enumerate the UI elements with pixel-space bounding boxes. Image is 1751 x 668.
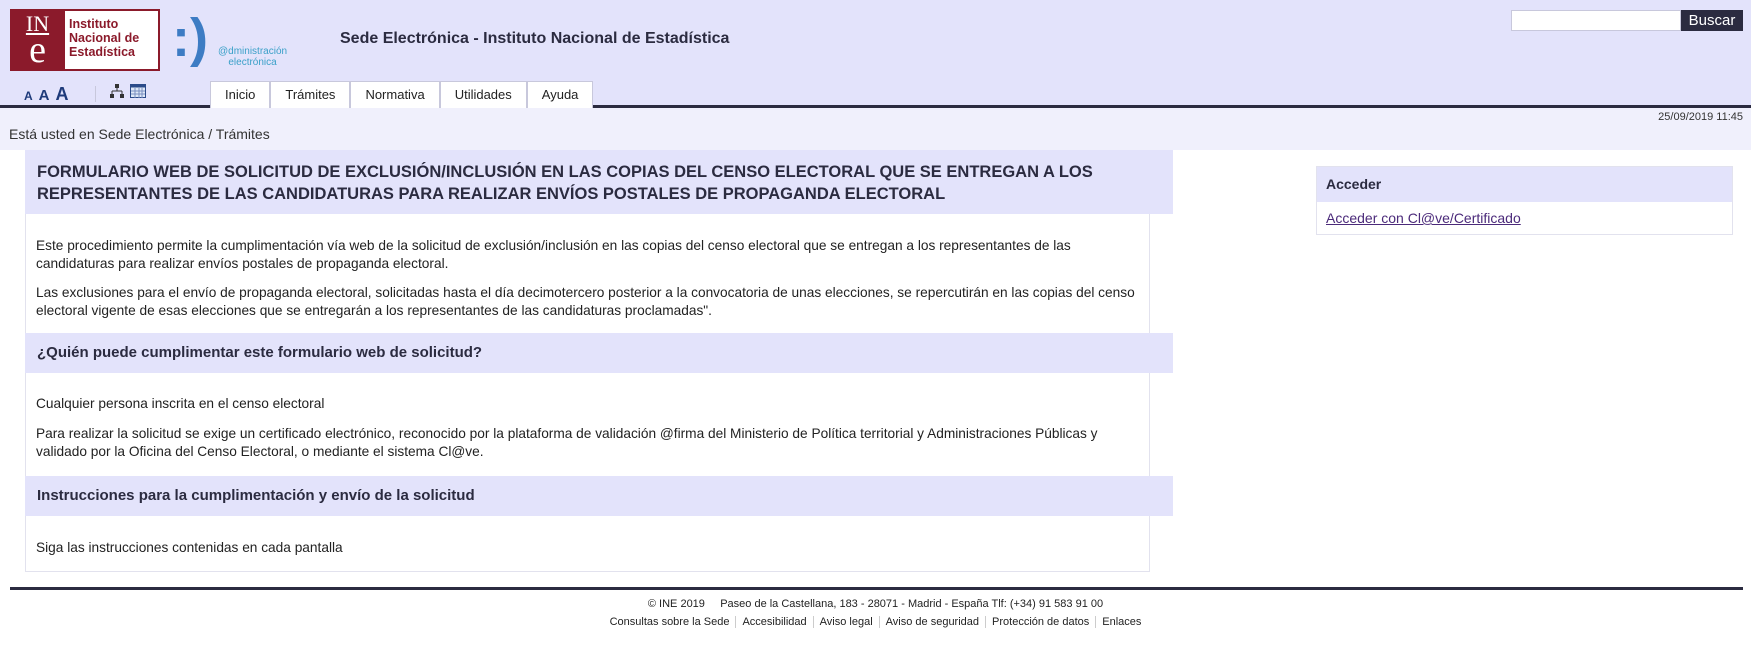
sitemap-icon[interactable] — [110, 84, 124, 98]
footer-divider — [10, 587, 1743, 590]
logo-text: Estadística — [69, 45, 136, 59]
administracion-electronica-logo[interactable] — [168, 8, 298, 72]
ine-logo[interactable] — [10, 9, 160, 71]
smiley-icon: :) — [172, 8, 208, 68]
access-panel-title: Acceder — [1317, 167, 1732, 202]
main-nav — [210, 81, 593, 108]
section-paragraph: Cualquier persona inscrita en el censo electoral — [36, 396, 325, 411]
footer-links — [0, 616, 1751, 628]
footer-link-aviso-legal[interactable]: Aviso legal — [813, 616, 879, 628]
site-title: Sede Electrónica - Instituto Nacional de Estadística — [340, 30, 730, 47]
breadcrumb-item[interactable]: Trámites — [215, 126, 270, 142]
font-size-small-button[interactable]: A — [24, 89, 33, 103]
tab-tramites[interactable]: Trámites — [270, 81, 350, 108]
access-panel — [1316, 166, 1733, 235]
tab-ayuda[interactable]: Ayuda — [527, 81, 594, 108]
footer-link-aviso-seguridad[interactable]: Aviso de seguridad — [879, 616, 985, 628]
footer-info — [0, 598, 1751, 610]
search-input[interactable] — [1511, 10, 1681, 31]
page-title: FORMULARIO WEB DE SOLICITUD DE EXCLUSIÓN/INCLUSIÓN EN LAS COPIAS DEL CENSO ELECTORAL QUE SE ENTREGAN A LOS REPRESENTANTES DE LAS CANDIDATURAS PARA REALIZAR ENVÍOS POSTALES DE PROPAGANDA ELECTORAL — [25, 150, 1173, 214]
ine-logo-mark: IN e — [25, 11, 50, 71]
breadcrumb-item[interactable]: Sede Electrónica — [98, 126, 205, 142]
footer-link-accesibilidad[interactable]: Accesibilidad — [735, 616, 812, 628]
logo-text: Instituto — [69, 17, 119, 31]
section-paragraph: Para realizar la solicitud se exige un certificado electrónico, reconocido por la plataforma de validación @firma del Ministerio de Política territorial y Administraciones Públicas y validado por la Oficina del Censo Electoral, o mediante el sistema Cl@ve. — [36, 426, 1098, 459]
clave-certificate-login-link[interactable]: Acceder con Cl@ve/Certificado — [1326, 210, 1521, 226]
breadcrumb: Está usted en Sede Electrónica / Trámites — [9, 126, 270, 142]
search-button[interactable]: Buscar — [1681, 10, 1743, 31]
header — [0, 0, 1751, 108]
intro-paragraph: Las exclusiones para el envío de propaganda electoral, solicitadas hasta el día decimotercero posterior a la convocatoria de unas elecciones, se repercutirán en las copias del censo electoral vigente de esas elecciones que se entregarán a los representantes de las candidaturas proclamadas". — [36, 285, 1135, 318]
tab-normativa[interactable]: Normativa — [350, 81, 439, 108]
section-paragraph: Siga las instrucciones contenidas en cada pantalla — [36, 540, 343, 555]
logo-text: electrónica — [228, 57, 277, 68]
section-heading: Instrucciones para la cumplimentación y envío de la solicitud — [25, 476, 1173, 516]
current-date: 25/09/2019 11:45 — [1658, 111, 1743, 123]
tab-inicio[interactable]: Inicio — [210, 81, 270, 108]
logo-text: Nacional de — [69, 31, 140, 45]
logo-text: @dministración — [218, 46, 288, 57]
intro-paragraph: Este procedimiento permite la cumplimentación vía web de la solicitud de exclusión/inclusión en las copias del censo electoral que se entregan a los representantes de las candidaturas para realizar envíos postales de propaganda electoral. — [36, 238, 1071, 271]
footer-link-proteccion-datos[interactable]: Protección de datos — [985, 616, 1095, 628]
address: Paseo de la Castellana, 183 - 28071 - Madrid - España Tlf: (+34) 91 583 91 00 — [720, 598, 1104, 610]
font-size-controls — [24, 84, 75, 105]
divider — [95, 86, 96, 102]
copyright: © INE 2019 — [647, 598, 705, 610]
tab-utilidades[interactable]: Utilidades — [440, 81, 527, 108]
font-size-large-button[interactable]: A — [55, 84, 69, 104]
footer-link-enlaces[interactable]: Enlaces — [1095, 616, 1147, 628]
font-size-medium-button[interactable]: A — [38, 87, 50, 104]
section-heading: ¿Quién puede cumplimentar este formulario web de solicitud? — [25, 333, 1173, 373]
breadcrumb-prefix: Está usted en — [9, 126, 95, 142]
footer-link-consultas[interactable]: Consultas sobre la Sede — [609, 616, 730, 628]
calendar-icon[interactable] — [130, 84, 146, 98]
